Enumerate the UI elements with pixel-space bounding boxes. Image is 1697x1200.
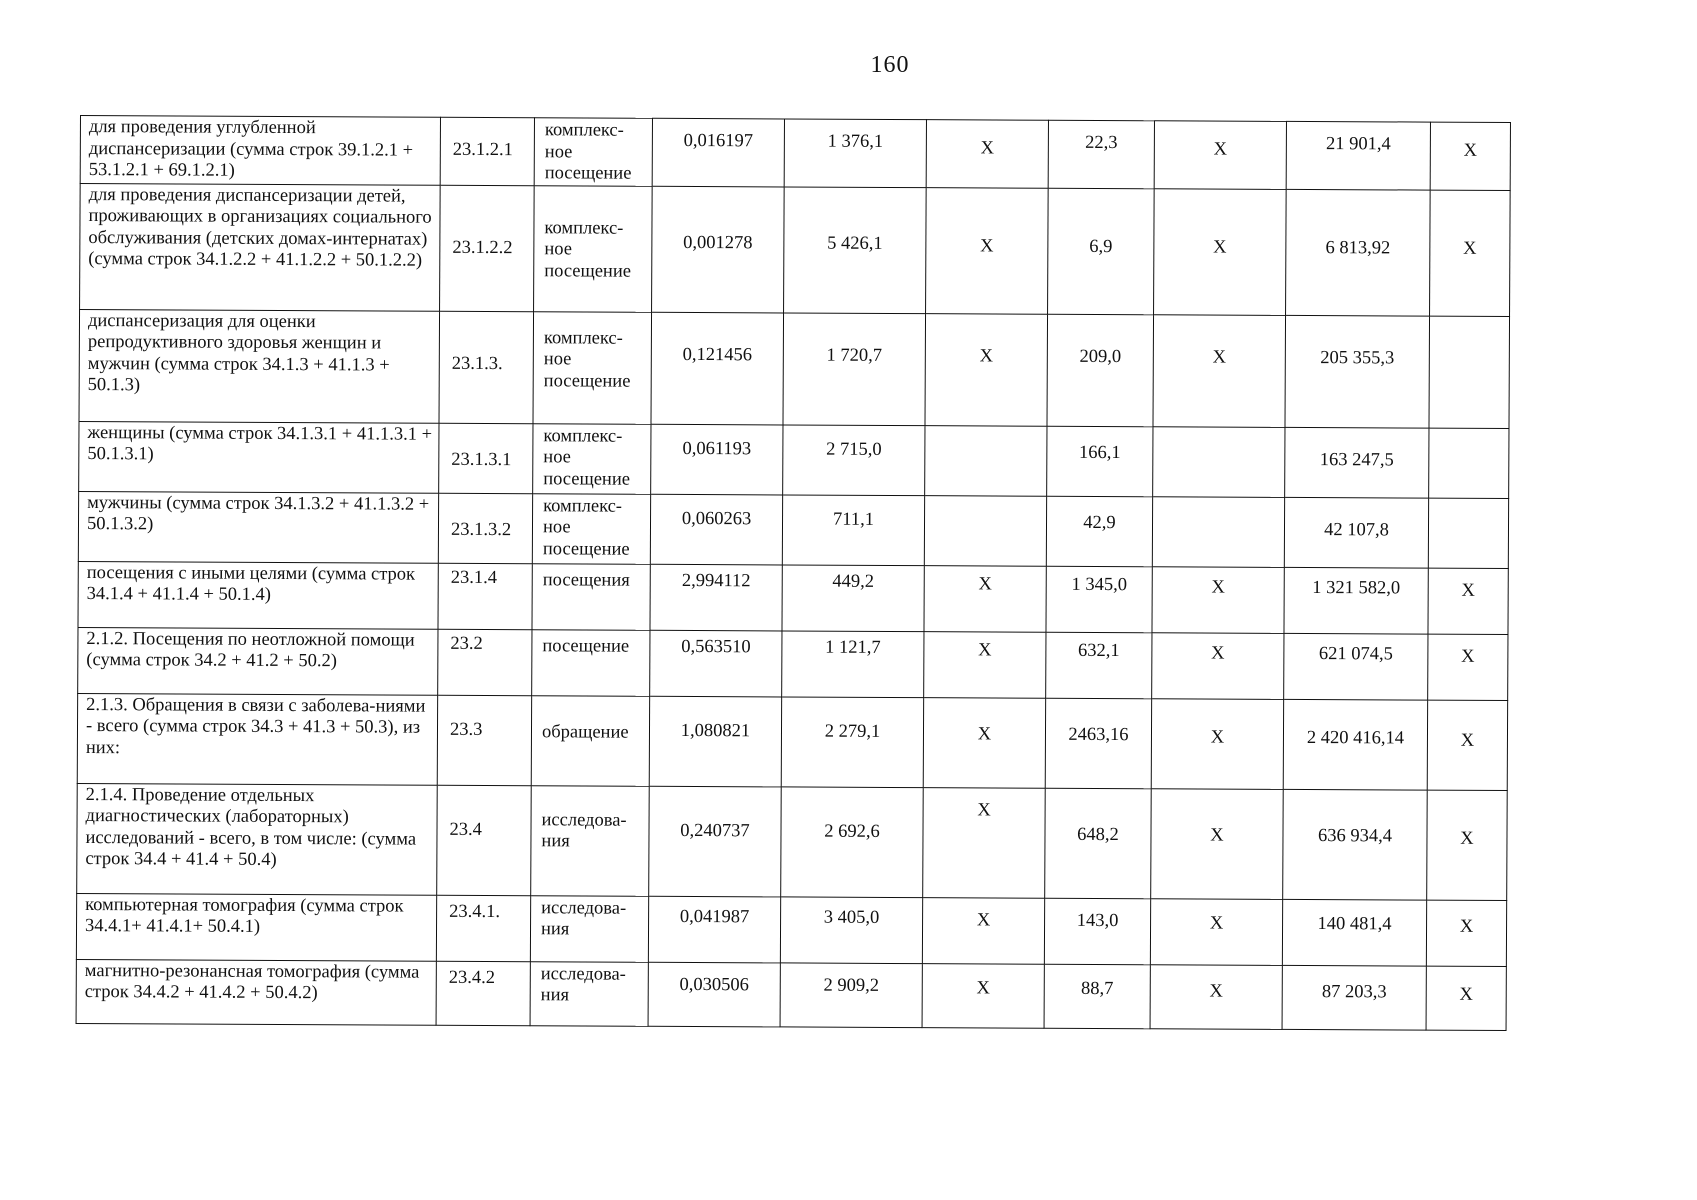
row-col9: 163 247,5	[1285, 427, 1429, 498]
row-unit: комплекс-ное посещение	[534, 185, 653, 312]
row-norm: 0,061193	[651, 424, 783, 495]
row-col8: X	[1151, 698, 1283, 789]
row-col7: 166,1	[1047, 426, 1153, 497]
row-col7: 42,9	[1046, 496, 1152, 567]
row-col7: 1 345,0	[1046, 566, 1152, 633]
table-row	[76, 893, 1506, 966]
row-col9: 621 074,5	[1284, 633, 1428, 700]
row-col10: X	[1430, 190, 1511, 316]
row-col10: X	[1428, 568, 1508, 634]
row-code: 23.3	[437, 695, 531, 785]
row-col6	[925, 425, 1047, 496]
row-col7: 648,2	[1045, 788, 1152, 899]
row-unit: комплекс-ное посещение	[533, 311, 652, 424]
row-norm: 0,121456	[651, 312, 784, 425]
row-col9: 636 934,4	[1283, 789, 1428, 900]
table-row	[79, 309, 1510, 428]
row-col9: 140 481,4	[1282, 899, 1426, 966]
row-norm: 0,016197	[652, 118, 784, 186]
row-col8: X	[1153, 314, 1286, 427]
row-unit: комплекс-ное посещение	[533, 423, 651, 494]
row-name: для проведения диспансеризации детей, проживающих в организациях социального обслуживания (детских домах-интернатах) (сумма строк 34.1.2.2 + 41.1.2.2 + 50.1.2.2)	[80, 183, 441, 311]
page-number: 160	[870, 52, 910, 78]
row-cost: 2 279,1	[781, 696, 923, 787]
row-unit: посещение	[532, 629, 650, 696]
row-col6: X	[922, 963, 1044, 1028]
row-col9: 205 355,3	[1285, 315, 1430, 428]
row-col9: 42 107,8	[1284, 497, 1428, 568]
table-container	[76, 115, 1511, 1030]
row-col6: X	[925, 313, 1048, 426]
row-cost: 1 720,7	[783, 312, 926, 425]
row-col10	[1429, 428, 1509, 498]
row-col9: 87 203,3	[1282, 965, 1426, 1030]
row-cost: 2 909,2	[780, 962, 922, 1027]
row-name: диспансеризация для оценки репродуктивного здоровья женщин и мужчин (сумма строк 34.1.3 + 41.1.3 + 50.1.3)	[79, 309, 440, 423]
table-row	[80, 183, 1511, 316]
row-norm: 0,240737	[649, 786, 782, 897]
row-norm: 0,563510	[650, 630, 782, 697]
row-col8: X	[1154, 188, 1287, 315]
row-col8: X	[1152, 632, 1284, 699]
row-col8	[1153, 426, 1285, 497]
row-col8: X	[1152, 566, 1284, 633]
row-unit: обращение	[531, 695, 649, 786]
row-cost: 2 692,6	[781, 786, 924, 897]
row-col6: X	[924, 565, 1046, 632]
row-col6: X	[923, 787, 1046, 898]
table-row	[78, 627, 1508, 700]
row-col8: X	[1151, 788, 1284, 899]
row-col10	[1428, 498, 1508, 568]
table-row	[79, 421, 1509, 498]
row-col6	[924, 495, 1046, 566]
row-norm: 2,994112	[650, 564, 782, 631]
row-code: 23.1.2.2	[440, 185, 535, 311]
row-unit: посещения	[532, 563, 650, 630]
row-cost: 2 715,0	[783, 424, 925, 495]
row-col9: 6 813,92	[1286, 189, 1431, 316]
row-norm: 0,030506	[648, 962, 780, 1027]
row-col10: X	[1428, 634, 1508, 700]
row-col10: X	[1427, 700, 1507, 790]
row-name: магнитно-резонансная томография (сумма строк 34.4.2 + 41.4.2 + 50.4.2)	[76, 959, 436, 1025]
row-col6: X	[924, 631, 1046, 698]
row-col9: 2 420 416,14	[1283, 699, 1427, 790]
row-col8: X	[1150, 964, 1282, 1029]
row-col7: 2463,16	[1045, 698, 1151, 789]
row-cost: 3 405,0	[780, 896, 922, 963]
row-code: 23.1.4	[438, 563, 532, 629]
table-row	[78, 561, 1508, 634]
row-col7: 6,9	[1048, 188, 1155, 315]
row-cost: 1 376,1	[784, 119, 926, 187]
data-table	[76, 115, 1511, 1030]
row-col8: X	[1150, 898, 1282, 965]
row-code: 23.1.3.1	[439, 423, 533, 493]
row-col10: X	[1426, 966, 1506, 1030]
row-code: 23.1.3.2	[438, 493, 532, 563]
table-row	[80, 116, 1510, 190]
row-col7: 22,3	[1048, 120, 1154, 188]
table-row	[78, 491, 1508, 568]
row-cost: 5 426,1	[784, 186, 927, 313]
row-col10: X	[1427, 790, 1508, 900]
row-col7: 632,1	[1046, 632, 1152, 699]
row-col7: 88,7	[1044, 964, 1150, 1029]
row-col10	[1429, 316, 1510, 428]
row-col6: X	[923, 697, 1045, 788]
row-norm: 1,080821	[649, 696, 781, 787]
row-col9: 1 321 582,0	[1284, 567, 1428, 634]
row-col6: X	[926, 120, 1048, 188]
row-name: женщины (сумма строк 34.1.3.1 + 41.1.3.1 + 50.1.3.1)	[79, 421, 439, 493]
row-name: для проведения углубленной диспансеризации (сумма строк 39.1.2.1 + 53.1.2.1 + 69.1.2.1)	[80, 116, 440, 185]
table-row	[76, 959, 1506, 1030]
row-code: 23.4	[437, 785, 532, 895]
row-col7: 209,0	[1047, 314, 1154, 427]
row-unit: комплекс-ное посещение	[532, 493, 650, 564]
row-code: 23.4.1.	[436, 895, 530, 961]
row-unit: комплекс-ное посещение	[534, 118, 652, 186]
row-name: мужчины (сумма строк 34.1.3.2 + 41.1.3.2 + 50.1.3.2)	[78, 491, 438, 563]
row-cost: 1 121,7	[782, 630, 924, 697]
row-name: 2.1.4. Проведение отдельных диагностических (лабораторных) исследований - всего, в том числе: (сумма строк 34.4 + 41.4 + 50.4)	[77, 783, 438, 895]
table-row	[77, 693, 1507, 790]
row-name: 2.1.2. Посещения по неотложной помощи (сумма строк 34.2 + 41.2 + 50.2)	[78, 627, 438, 695]
table-row	[77, 783, 1508, 900]
row-norm: 0,041987	[648, 896, 780, 963]
row-col8	[1152, 496, 1284, 567]
row-code: 23.1.3.	[439, 311, 534, 423]
row-col6: X	[922, 897, 1044, 964]
row-name: компьютерная томография (сумма строк 34.4.1+ 41.4.1+ 50.4.1)	[76, 893, 436, 961]
row-norm: 0,001278	[652, 186, 785, 313]
row-code: 23.2	[438, 629, 532, 695]
row-unit: исследова-ния	[530, 895, 648, 962]
row-col7: 143,0	[1044, 898, 1150, 965]
row-col6: X	[926, 187, 1049, 314]
row-code: 23.1.2.1	[440, 117, 534, 185]
row-col10: X	[1426, 900, 1506, 966]
row-unit: исследова-ния	[530, 961, 648, 1026]
row-cost: 449,2	[782, 564, 924, 631]
row-code: 23.4.2	[436, 961, 530, 1025]
row-unit: исследова-ния	[531, 785, 650, 896]
row-col10: X	[1430, 122, 1510, 190]
row-name: посещения с иными целями (сумма строк 34.1.4 + 41.1.4 + 50.1.4)	[78, 561, 438, 629]
row-col9: 21 901,4	[1286, 121, 1430, 189]
row-col8: X	[1154, 121, 1286, 189]
row-cost: 711,1	[782, 494, 924, 565]
row-name: 2.1.3. Обращения в связи с заболева-ниями - всего (сумма строк 34.3 + 41.3 + 50.3), из них:	[77, 693, 437, 785]
row-norm: 0,060263	[650, 494, 782, 565]
